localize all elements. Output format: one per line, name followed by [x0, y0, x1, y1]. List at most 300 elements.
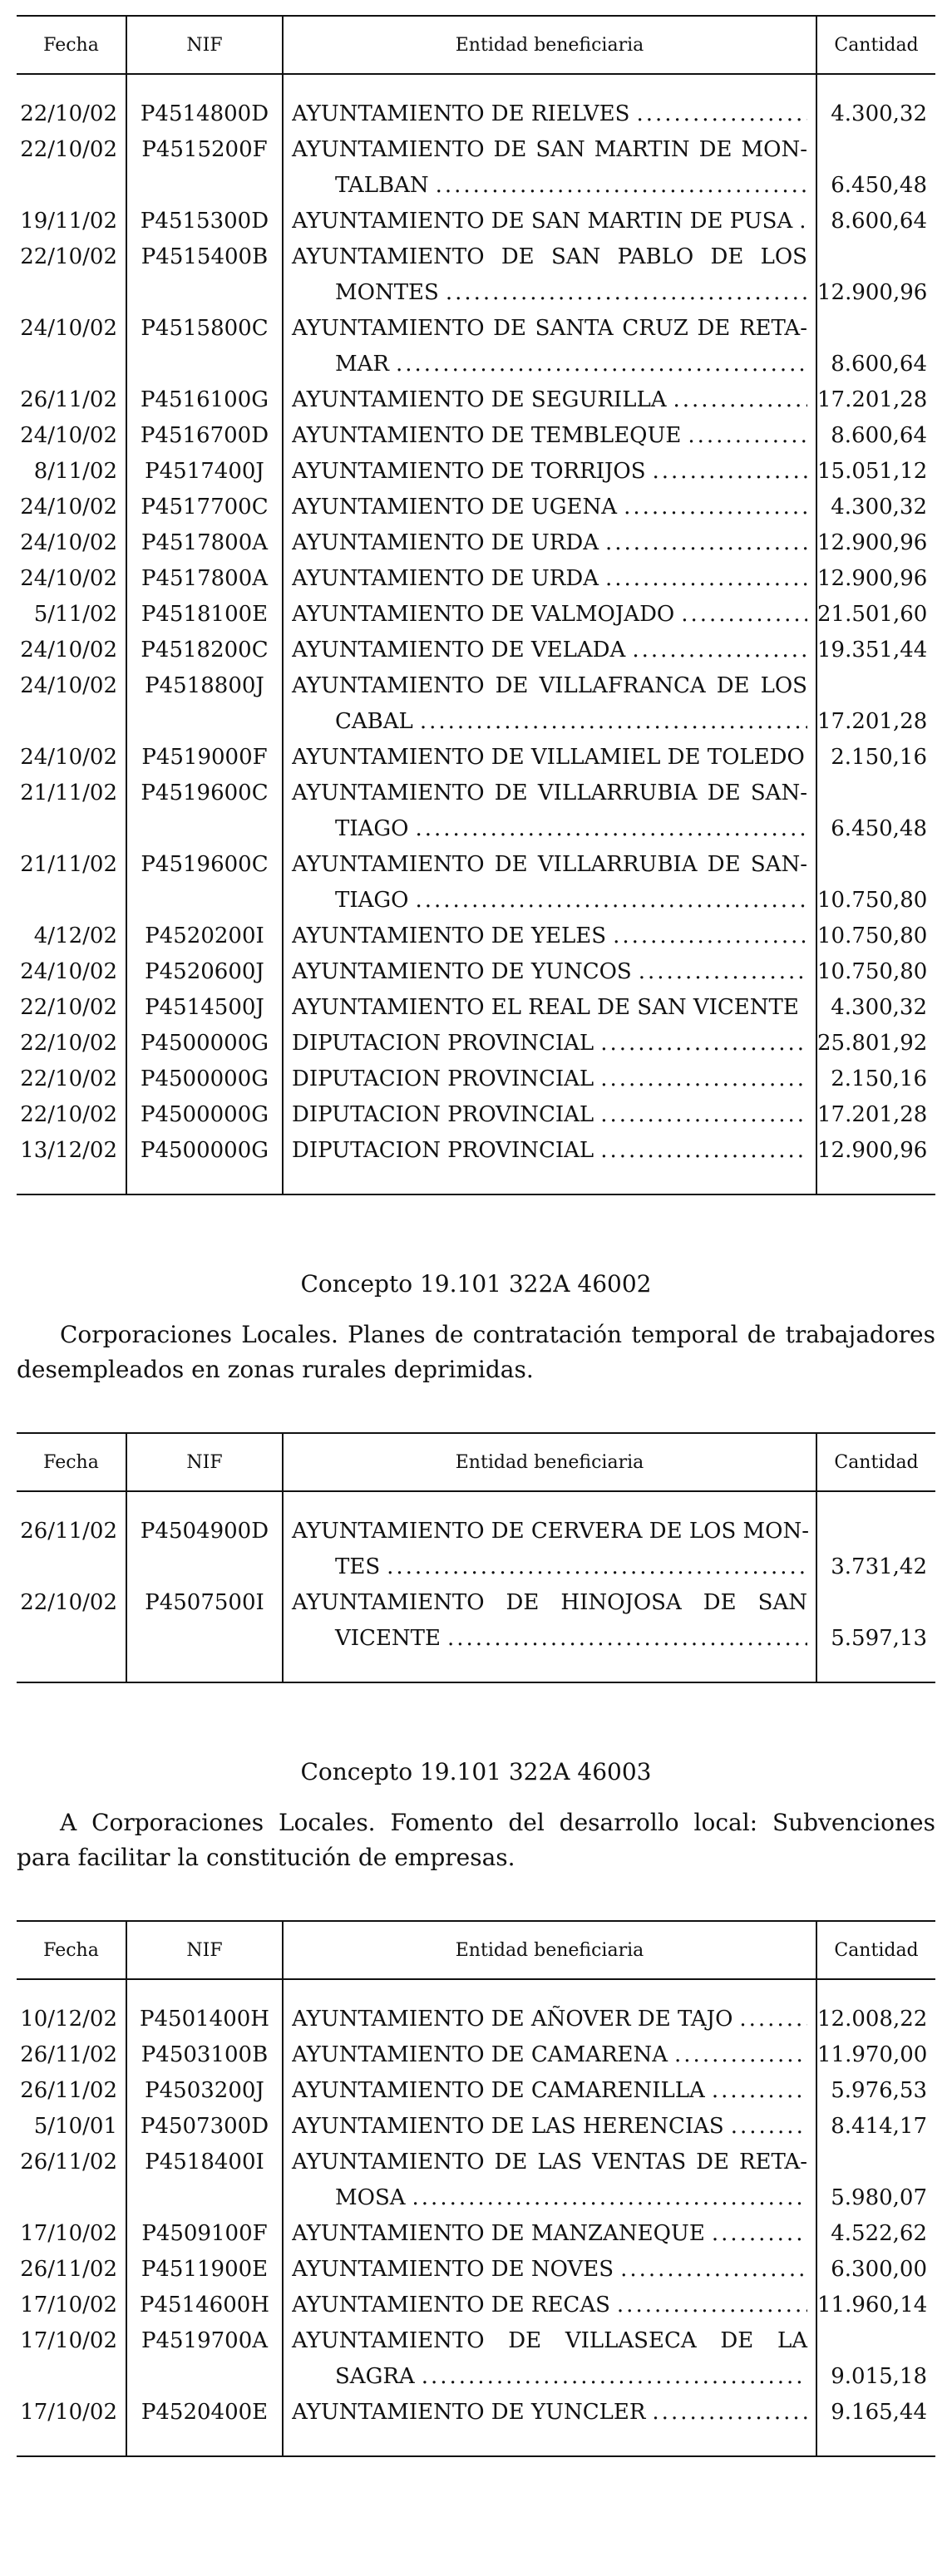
dot-leader — [613, 919, 807, 954]
nif-cell: P4519700A — [126, 2323, 283, 2395]
cantidad-cell: 4.300,32 — [816, 96, 935, 132]
entidad-line: AYUNTAMIENTO DE VILLAFRANCA DE LOS — [292, 673, 807, 698]
entidad-line — [292, 2288, 807, 2323]
dot-leader — [652, 2395, 807, 2431]
fecha-cell: 26/11/02 — [20, 1519, 117, 1544]
entidad-cell — [283, 418, 816, 454]
dot-leader — [605, 561, 807, 597]
entidad-line — [292, 275, 807, 311]
entidad-cell — [283, 2216, 816, 2252]
entidad-text: AYUNTAMIENTO DE TORRIJOS — [292, 459, 646, 484]
entidad-line — [292, 2359, 807, 2395]
dot-leader — [600, 1061, 807, 1097]
table-row — [17, 454, 935, 490]
dot-leader — [422, 2359, 807, 2395]
nif-cell: P4501400H — [126, 2002, 283, 2037]
entidad-text: AYUNTAMIENTO DE LAS HERENCIAS — [292, 2114, 724, 2139]
entidad-line — [292, 2002, 807, 2037]
entidad-line — [292, 704, 807, 740]
entidad-text: AYUNTAMIENTO DE TEMBLEQUE — [292, 423, 682, 448]
cantidad-cell: 5.597,13 — [816, 1585, 935, 1657]
fecha-cell: 26/11/02 — [20, 2042, 117, 2067]
entidad-line — [292, 740, 807, 776]
spacer-cell — [17, 1491, 126, 1514]
entidad-line — [292, 597, 807, 633]
entidad-line — [292, 633, 807, 668]
nif-cell: P4500000G — [126, 1026, 283, 1061]
cantidad-cell: 10.750,80 — [816, 919, 935, 954]
table-row — [17, 776, 935, 847]
cantidad-cell: 6.450,48 — [816, 776, 935, 847]
dot-leader — [674, 2037, 807, 2073]
nif-cell: P4507500I — [126, 1585, 283, 1657]
dot-leader — [712, 2216, 807, 2252]
nif-cell: P4517700C — [126, 490, 283, 525]
dot-leader — [739, 2002, 807, 2037]
fecha-cell: 22/10/02 — [20, 1031, 117, 1056]
table-body — [17, 1979, 935, 2456]
entidad-line — [292, 418, 807, 454]
spacer-cell — [816, 1491, 935, 1514]
entidad-cell — [283, 2323, 816, 2395]
header-entidad: Entidad beneficiaria — [283, 1433, 816, 1491]
entidad-text: AYUNTAMIENTO DE YUNCOS — [292, 959, 632, 984]
dot-leader — [673, 382, 807, 418]
entidad-cell — [283, 2145, 816, 2216]
table-row — [17, 2323, 935, 2395]
dot-leader — [387, 1549, 807, 1585]
table-row — [17, 2073, 935, 2109]
fecha-cell: 13/12/02 — [20, 1138, 117, 1163]
entidad-text: TES — [335, 1554, 381, 1579]
entidad-cell — [283, 1097, 816, 1133]
nif-cell: P4517400J — [126, 454, 283, 490]
fecha-cell: 22/10/02 — [20, 244, 117, 269]
spacer-cell — [126, 1657, 283, 1682]
cantidad-cell: 12.900,96 — [816, 1133, 935, 1169]
dot-leader — [415, 811, 807, 847]
entidad-cell — [283, 990, 816, 1026]
nif-cell: P4500000G — [126, 1061, 283, 1097]
entidad-line — [292, 1621, 807, 1657]
entidad-text: AYUNTAMIENTO EL REAL DE SAN VICENTE — [292, 995, 799, 1020]
table-spacer-row — [17, 1657, 935, 1682]
entidad-line: AYUNTAMIENTO DE SAN MARTIN DE MON- — [292, 137, 807, 162]
fecha-cell: 22/10/02 — [20, 1102, 117, 1127]
entidad-cell — [283, 2252, 816, 2288]
entidad-text: AYUNTAMIENTO DE SAN MARTIN DE PUSA — [292, 209, 793, 234]
fecha-cell: 22/10/02 — [20, 137, 117, 162]
cantidad-cell: 2.150,16 — [816, 740, 935, 776]
nif-cell: P4518200C — [126, 633, 283, 668]
entidad-cell — [283, 919, 816, 954]
table-row — [17, 1026, 935, 1061]
fecha-cell: 10/12/02 — [20, 2007, 117, 2032]
dot-leader — [639, 954, 807, 990]
spacer-cell — [283, 1169, 816, 1194]
table-row — [17, 668, 935, 740]
cantidad-cell: 9.015,18 — [816, 2323, 935, 2395]
table-spacer-row — [17, 1491, 935, 1514]
entidad-text: TIAGO — [335, 888, 409, 913]
entidad-cell — [283, 204, 816, 239]
spacer-cell — [283, 1657, 816, 1682]
spacer-cell — [816, 2431, 935, 2456]
fecha-cell: 24/10/02 — [20, 423, 117, 448]
entidad-text: DIPUTACION PROVINCIAL — [292, 1138, 594, 1163]
fecha-cell: 26/11/02 — [20, 2078, 117, 2103]
entidad-text: DIPUTACION PROVINCIAL — [292, 1066, 594, 1091]
grants-table-2 — [17, 1432, 935, 1683]
spacer-cell — [816, 74, 935, 96]
table-row — [17, 2145, 935, 2216]
table-row — [17, 2037, 935, 2073]
entidad-cell — [283, 2288, 816, 2323]
entidad-text: TIAGO — [335, 816, 409, 841]
fecha-cell: 24/10/02 — [20, 745, 117, 770]
cantidad-cell: 21.501,60 — [816, 597, 935, 633]
table-body — [17, 74, 935, 1194]
entidad-text: AYUNTAMIENTO DE AÑOVER DE TAJO — [292, 2007, 733, 2032]
fecha-cell: 8/11/02 — [33, 459, 117, 484]
fecha-cell: 19/11/02 — [20, 209, 117, 234]
entidad-cell — [283, 2109, 816, 2145]
entidad-cell — [283, 1133, 816, 1169]
entidad-cell — [283, 847, 816, 919]
table-row — [17, 418, 935, 454]
table-row — [17, 597, 935, 633]
table-row — [17, 525, 935, 561]
header-cantidad: Cantidad — [816, 1433, 935, 1491]
header-fecha: Fecha — [17, 16, 126, 74]
cantidad-cell: 25.801,92 — [816, 1026, 935, 1061]
entidad-line — [292, 2252, 807, 2288]
entidad-line — [292, 204, 807, 239]
cantidad-cell: 12.900,96 — [816, 525, 935, 561]
entidad-text: MAR — [335, 352, 389, 377]
entidad-text: AYUNTAMIENTO DE RECAS — [292, 2293, 610, 2317]
entidad-cell — [283, 1514, 816, 1585]
dot-leader — [731, 2109, 807, 2145]
fecha-cell: 24/10/02 — [20, 316, 117, 341]
entidad-text: CABAL — [335, 709, 413, 734]
entidad-line: AYUNTAMIENTO DE CERVERA DE LOS MON- — [292, 1519, 809, 1544]
cantidad-cell: 11.960,14 — [816, 2288, 935, 2323]
spacer-cell — [283, 1979, 816, 2002]
entidad-cell — [283, 2002, 816, 2037]
table-row — [17, 96, 935, 132]
fecha-cell: 24/10/02 — [20, 638, 117, 662]
entidad-cell — [283, 740, 816, 776]
cantidad-cell: 8.414,17 — [816, 2109, 935, 2145]
cantidad-cell: 10.750,80 — [816, 847, 935, 919]
spacer-cell — [126, 1979, 283, 2002]
entidad-text: AYUNTAMIENTO DE CAMARENA — [292, 2042, 668, 2067]
entidad-cell — [283, 668, 816, 740]
entidad-line — [292, 1133, 807, 1169]
table-row — [17, 919, 935, 954]
entidad-text: AYUNTAMIENTO DE URDA — [292, 566, 599, 591]
dot-leader — [436, 168, 807, 204]
fecha-cell: 22/10/02 — [20, 995, 117, 1020]
entidad-line — [292, 1097, 807, 1133]
dot-leader — [653, 454, 807, 490]
concept-heading-3: Concepto 19.101 322A 46003 — [300, 1758, 652, 1785]
cantidad-cell: 8.600,64 — [816, 204, 935, 239]
dot-leader — [799, 204, 807, 239]
table-row — [17, 2002, 935, 2037]
cantidad-cell: 4.300,32 — [816, 990, 935, 1026]
cantidad-cell: 4.522,62 — [816, 2216, 935, 2252]
fecha-cell: 22/10/02 — [20, 101, 117, 126]
nif-cell: P4509100F — [126, 2216, 283, 2252]
entidad-line — [292, 2073, 807, 2109]
dot-leader — [447, 1621, 807, 1657]
entidad-line — [292, 883, 807, 919]
entidad-line — [292, 525, 807, 561]
entidad-line — [292, 454, 807, 490]
entidad-text: AYUNTAMIENTO DE VALMOJADO — [292, 602, 675, 627]
fecha-cell: 24/10/02 — [20, 530, 117, 555]
entidad-text: AYUNTAMIENTO DE VELADA — [292, 638, 626, 662]
nif-cell: P4503200J — [126, 2073, 283, 2109]
table-row — [17, 1097, 935, 1133]
fecha-cell: 17/10/02 — [20, 2221, 117, 2246]
entidad-line — [292, 561, 807, 597]
header-fecha: Fecha — [17, 1433, 126, 1491]
entidad-line — [292, 954, 807, 990]
entidad-line — [292, 382, 807, 418]
spacer-cell — [816, 1657, 935, 1682]
fecha-cell: 26/11/02 — [20, 387, 117, 412]
entidad-text: AYUNTAMIENTO DE UGENA — [292, 495, 618, 520]
entidad-text: DIPUTACION PROVINCIAL — [292, 1031, 594, 1056]
table-row — [17, 990, 935, 1026]
nif-cell: P4507300D — [126, 2109, 283, 2145]
table-row — [17, 382, 935, 418]
table-row — [17, 1061, 935, 1097]
nif-cell: P4515300D — [126, 204, 283, 239]
nif-cell: P4518100E — [126, 597, 283, 633]
table-body — [17, 1491, 935, 1682]
entidad-text: AYUNTAMIENTO DE YUNCLER — [292, 2400, 646, 2425]
fecha-cell: 21/11/02 — [20, 781, 117, 805]
table-row — [17, 1585, 935, 1657]
cantidad-cell: 12.900,96 — [816, 561, 935, 597]
spacer-cell — [283, 2431, 816, 2456]
header-nif: NIF — [126, 16, 283, 74]
dot-leader — [415, 883, 807, 919]
table-header-row — [17, 1433, 935, 1491]
nif-cell: P4514800D — [126, 96, 283, 132]
nif-cell: P4503100B — [126, 2037, 283, 2073]
nif-cell: P4520600J — [126, 954, 283, 990]
entidad-text: AYUNTAMIENTO DE YELES — [292, 924, 607, 948]
table-row — [17, 740, 935, 776]
nif-cell: P4514500J — [126, 990, 283, 1026]
fecha-cell: 17/10/02 — [20, 2328, 117, 2353]
table-spacer-row — [17, 2431, 935, 2456]
entidad-cell — [283, 311, 816, 382]
spacer-cell — [126, 2431, 283, 2456]
spacer-cell — [283, 74, 816, 96]
header-cantidad: Cantidad — [816, 16, 935, 74]
entidad-text: VICENTE — [335, 1626, 441, 1651]
nif-cell: P4520400E — [126, 2395, 283, 2431]
spacer-cell — [126, 1169, 283, 1194]
nif-cell: P4500000G — [126, 1133, 283, 1169]
fecha-cell: 5/10/01 — [33, 2114, 117, 2139]
entidad-cell — [283, 454, 816, 490]
table-header-row — [17, 1921, 935, 1979]
entidad-line — [292, 168, 807, 204]
spacer-cell — [126, 74, 283, 96]
entidad-line: AYUNTAMIENTO DE VILLARRUBIA DE SAN- — [292, 852, 807, 877]
table-row — [17, 2288, 935, 2323]
dot-leader — [605, 525, 807, 561]
table-row — [17, 490, 935, 525]
cantidad-cell: 12.900,96 — [816, 239, 935, 311]
entidad-line — [292, 96, 807, 132]
entidad-text: AYUNTAMIENTO DE URDA — [292, 530, 599, 555]
entidad-cell — [283, 2037, 816, 2073]
spacer-cell — [17, 1657, 126, 1682]
grants-table-1 — [17, 15, 935, 1195]
dot-leader — [420, 704, 807, 740]
dot-leader — [600, 1133, 807, 1169]
table-header-row — [17, 16, 935, 74]
entidad-cell — [283, 382, 816, 418]
cantidad-cell: 10.750,80 — [816, 954, 935, 990]
entidad-text: AYUNTAMIENTO DE RIELVES — [292, 101, 630, 126]
cantidad-cell: 19.351,44 — [816, 633, 935, 668]
entidad-text: AYUNTAMIENTO DE VILLAMIEL DE TOLEDO — [292, 745, 805, 770]
spacer-cell — [816, 1979, 935, 2002]
entidad-text: AYUNTAMIENTO DE SEGURILLA — [292, 387, 667, 412]
cantidad-cell: 5.980,07 — [816, 2145, 935, 2216]
table-row — [17, 847, 935, 919]
entidad-cell — [283, 1026, 816, 1061]
cantidad-cell: 17.201,28 — [816, 668, 935, 740]
fecha-cell: 5/11/02 — [33, 602, 117, 627]
table-row — [17, 633, 935, 668]
nif-cell: P4511900E — [126, 2252, 283, 2288]
entidad-line — [292, 2216, 807, 2252]
entidad-line — [292, 919, 807, 954]
nif-cell: P4504900D — [126, 1514, 283, 1585]
cantidad-cell: 11.970,00 — [816, 2037, 935, 2073]
table-row — [17, 561, 935, 597]
entidad-line: AYUNTAMIENTO DE SANTA CRUZ DE RETA- — [292, 316, 807, 341]
entidad-line — [292, 490, 807, 525]
dot-leader — [806, 990, 807, 1026]
dot-leader — [632, 633, 807, 668]
cantidad-cell: 9.165,44 — [816, 2395, 935, 2431]
entidad-cell — [283, 954, 816, 990]
cantidad-cell: 3.731,42 — [816, 1514, 935, 1585]
dot-leader — [396, 347, 807, 382]
header-nif: NIF — [126, 1433, 283, 1491]
spacer-cell — [126, 1491, 283, 1514]
table-row — [17, 1133, 935, 1169]
fecha-cell: 24/10/02 — [20, 959, 117, 984]
header-nif: NIF — [126, 1921, 283, 1979]
entidad-line — [292, 2395, 807, 2431]
entidad-text: DIPUTACION PROVINCIAL — [292, 1102, 594, 1127]
spacer-cell — [17, 74, 126, 96]
fecha-cell: 17/10/02 — [20, 2400, 117, 2425]
nif-cell: P4520200I — [126, 919, 283, 954]
fecha-cell: 26/11/02 — [20, 2150, 117, 2175]
table-spacer-row — [17, 1979, 935, 2002]
entidad-cell — [283, 1061, 816, 1097]
dot-leader — [617, 2288, 807, 2323]
entidad-cell — [283, 490, 816, 525]
fecha-cell: 24/10/02 — [20, 673, 117, 698]
entidad-line — [292, 2109, 807, 2145]
nif-cell: P4519000F — [126, 740, 283, 776]
entidad-cell — [283, 2395, 816, 2431]
entidad-line — [292, 990, 807, 1026]
nif-cell: P4518800J — [126, 668, 283, 740]
table-spacer-row — [17, 74, 935, 96]
cantidad-cell: 5.976,53 — [816, 2073, 935, 2109]
entidad-text: MONTES — [335, 280, 439, 305]
nif-cell: P4515200F — [126, 132, 283, 204]
entidad-cell — [283, 525, 816, 561]
spacer-cell — [816, 1169, 935, 1194]
spacer-cell — [283, 1491, 816, 1514]
nif-cell: P4518400I — [126, 2145, 283, 2216]
header-entidad: Entidad beneficiaria — [283, 16, 816, 74]
nif-cell: P4515800C — [126, 311, 283, 382]
entidad-line: AYUNTAMIENTO DE HINOJOSA DE SAN — [292, 1590, 807, 1615]
document-page — [17, 15, 935, 2457]
entidad-text: SAGRA — [335, 2364, 415, 2389]
cantidad-cell: 6.450,48 — [816, 132, 935, 204]
table-row — [17, 2216, 935, 2252]
fecha-cell: 22/10/02 — [20, 1066, 117, 1091]
entidad-line — [292, 1026, 807, 1061]
table-row — [17, 204, 935, 239]
table-row — [17, 2395, 935, 2431]
fecha-cell: 26/11/02 — [20, 2257, 117, 2282]
table-row — [17, 954, 935, 990]
entidad-text: AYUNTAMIENTO DE NOVES — [292, 2257, 614, 2282]
cantidad-cell: 8.600,64 — [816, 311, 935, 382]
dot-leader — [620, 2252, 807, 2288]
concept-description-2: Corporaciones Locales. Planes de contratación temporal de trabajadores desempleados en zonas rurales deprimidas. — [17, 1321, 935, 1383]
entidad-line: AYUNTAMIENTO DE LAS VENTAS DE RETA- — [292, 2150, 807, 2175]
spacer-cell — [17, 1979, 126, 2002]
cantidad-cell: 8.600,64 — [816, 418, 935, 454]
entidad-cell — [283, 1585, 816, 1657]
fecha-cell: 24/10/02 — [20, 566, 117, 591]
entidad-cell — [283, 96, 816, 132]
nif-cell: P4519600C — [126, 847, 283, 919]
fecha-cell: 4/12/02 — [33, 924, 117, 948]
entidad-cell — [283, 633, 816, 668]
entidad-line — [292, 1061, 807, 1097]
entidad-line: AYUNTAMIENTO DE VILLASECA DE LA — [292, 2328, 807, 2353]
entidad-line: AYUNTAMIENTO DE SAN PABLO DE LOS — [292, 244, 807, 269]
concept-heading-2: Concepto 19.101 322A 46002 — [300, 1270, 652, 1298]
dot-leader — [636, 96, 807, 132]
entidad-cell — [283, 776, 816, 847]
dot-leader — [446, 275, 807, 311]
entidad-text: AYUNTAMIENTO DE CAMARENILLA — [292, 2078, 705, 2103]
entidad-line: AYUNTAMIENTO DE VILLARRUBIA DE SAN- — [292, 781, 807, 805]
